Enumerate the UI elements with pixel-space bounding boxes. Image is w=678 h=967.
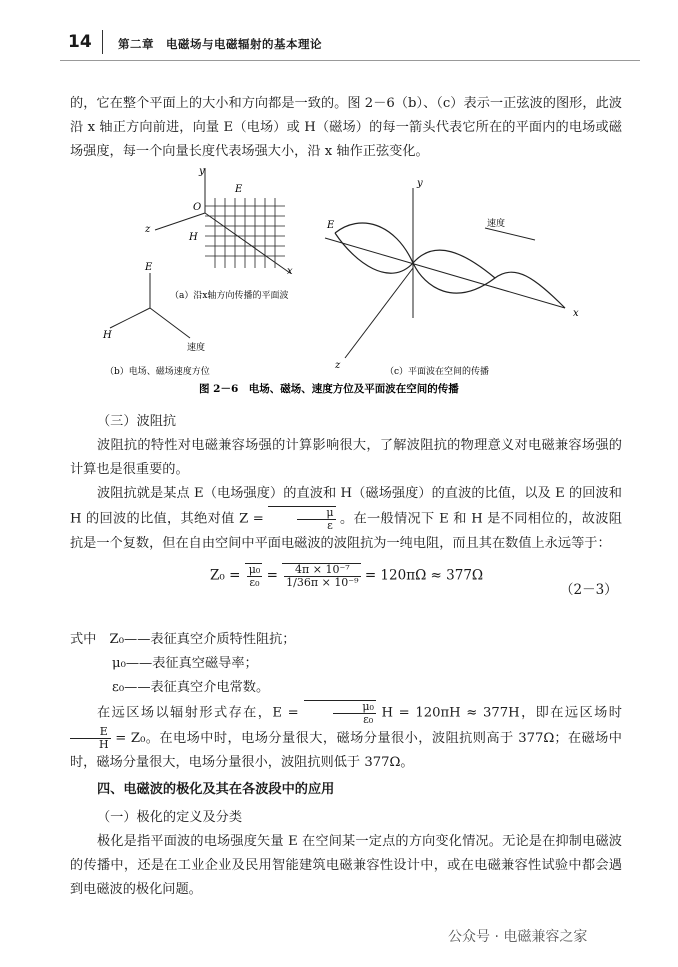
figure-caption: 图 2－6 电场、磁场、速度方位及平面波在空间的传播 bbox=[199, 383, 459, 395]
figure-b-axes bbox=[110, 273, 190, 338]
fig-a-origin-label: O bbox=[193, 202, 202, 213]
paragraph-1: 的，它在整个平面上的大小和方向都是一致的。图 2－6（b）、（c）表示一正弦波的图形，此波沿 x 轴正方向前进，向量 E（电场）或 H（磁场）的每一箭头代表它所在的平面内的电场或磁场强度，每一个向量长度代表场强大小，沿 x 轴作正弦变化。 bbox=[70, 96, 622, 159]
header-divider bbox=[102, 30, 103, 54]
figure-a-grid bbox=[155, 168, 290, 273]
section-4-1-title: （一）极化的定义及分类 bbox=[97, 810, 243, 825]
fig-b-E-label: E bbox=[145, 262, 153, 273]
fig-b-H-label: H bbox=[103, 330, 112, 341]
eq-numerator: 4π × 10⁻⁷ bbox=[284, 564, 360, 577]
paragraph-3b: 。在一般情况下 E 和 H 是不同相位的，故波阻抗是一个复数，但在自由空间中平面电磁波的波阻抗为一纯电阻，而且其在数值上永远等于： bbox=[70, 511, 622, 551]
figure-c-wave bbox=[325, 188, 565, 358]
where-item: μ₀——表征真空磁导率； bbox=[112, 656, 258, 671]
paragraph-3a: 波阻抗就是某点 E（电场强度）的直波和 H（磁场强度）的直波的比值，以及 E 的回波和 H 的回波的比值，其绝对值 Z = bbox=[70, 486, 622, 527]
chapter-title: 第二章 电磁场与电磁辐射的基本理论 bbox=[118, 37, 322, 51]
paragraph-3 bbox=[70, 482, 622, 556]
fig-c-caption: （c）平面波在空间的传播 bbox=[385, 367, 490, 377]
paragraph-4: 在远区场以辐射形式存在，E = $\frac{\text{μ₀}}{\text{ε₀}}$ H = 120πH ≈ 377H，即在远区场时 $\frac{E}{H}$ = Z₀。在电场中时，电场分量很大，磁场分量很小，波阻抗则高于 377Ω；在磁场中时，磁场分量很大，电场分量很小，波阻抗则低于 377Ω。 bbox=[70, 700, 622, 770]
impedance-sqrt: $\frac{\mu}{\varepsilon}$ bbox=[268, 506, 335, 532]
section-4-title: 四、电磁波的极化及其在各波段中的应用 bbox=[97, 782, 335, 797]
eq-denominator: 1/36π × 10⁻⁹ bbox=[286, 576, 359, 589]
fig-a-y-label: y bbox=[199, 166, 205, 177]
fig-c-speed-label: 速度 bbox=[487, 219, 506, 229]
fig-a-H-label: H bbox=[189, 232, 198, 243]
fig-b-caption: （b）电场、磁场速度方位 bbox=[105, 367, 210, 377]
section-3-title: （三）波阻抗 bbox=[97, 414, 177, 429]
eq-rhs: = 120πΩ ≈ 377Ω bbox=[364, 567, 484, 584]
figure-2-6 bbox=[95, 158, 615, 396]
header-rule bbox=[60, 60, 640, 61]
where-item: 式中 Z₀——表征真空介质特性阻抗； bbox=[70, 632, 296, 647]
where-list bbox=[70, 628, 622, 700]
fig-a-x-label: x bbox=[287, 266, 293, 277]
fig-c-z-label: z bbox=[335, 360, 341, 371]
fig-b-speed-label: 速度 bbox=[187, 343, 206, 353]
paragraph-5: 极化是指平面波的电场强度矢量 E 在空间某一定点的方向变化情况。无论是在抑制电磁波的传播中，还是在工业企业及民用智能建筑电磁兼容性设计中，或在电磁兼容性试验中都会遇到电磁波的极化问题。 bbox=[70, 834, 622, 897]
fig-a-z-label: z bbox=[145, 224, 151, 235]
equation-2-3: Z₀ = $\frac{\text{μ₀}}{\text{ε₀}}$ = $\frac{\text{4π × 10⁻⁷}}{\text{1/36π × 10⁻⁹}}$ = 120πΩ ≈ 377Ω bbox=[210, 563, 484, 589]
equation-number: （2－3） bbox=[560, 582, 618, 598]
page-header bbox=[60, 28, 640, 58]
fig-a-E-label: E bbox=[235, 184, 243, 195]
eq-lhs: Z₀ = bbox=[210, 567, 241, 584]
fig-a-caption: （a）沿x轴方向传播的平面波 bbox=[170, 291, 289, 301]
fig-c-y-label: y bbox=[417, 178, 423, 189]
fig-c-E-label: E bbox=[327, 220, 335, 231]
where-item: ε₀——表征真空介电常数。 bbox=[112, 680, 270, 695]
fig-c-x-label: x bbox=[573, 308, 579, 319]
page-number: 14 bbox=[68, 32, 92, 52]
paragraph-2: 波阻抗的特性对电磁兼容场强的计算影响很大，了解波阻抗的物理意义对电磁兼容场强的计算也是很重要的。 bbox=[70, 438, 622, 477]
watermark: 公众号 · 电磁兼容之家 bbox=[448, 929, 588, 945]
